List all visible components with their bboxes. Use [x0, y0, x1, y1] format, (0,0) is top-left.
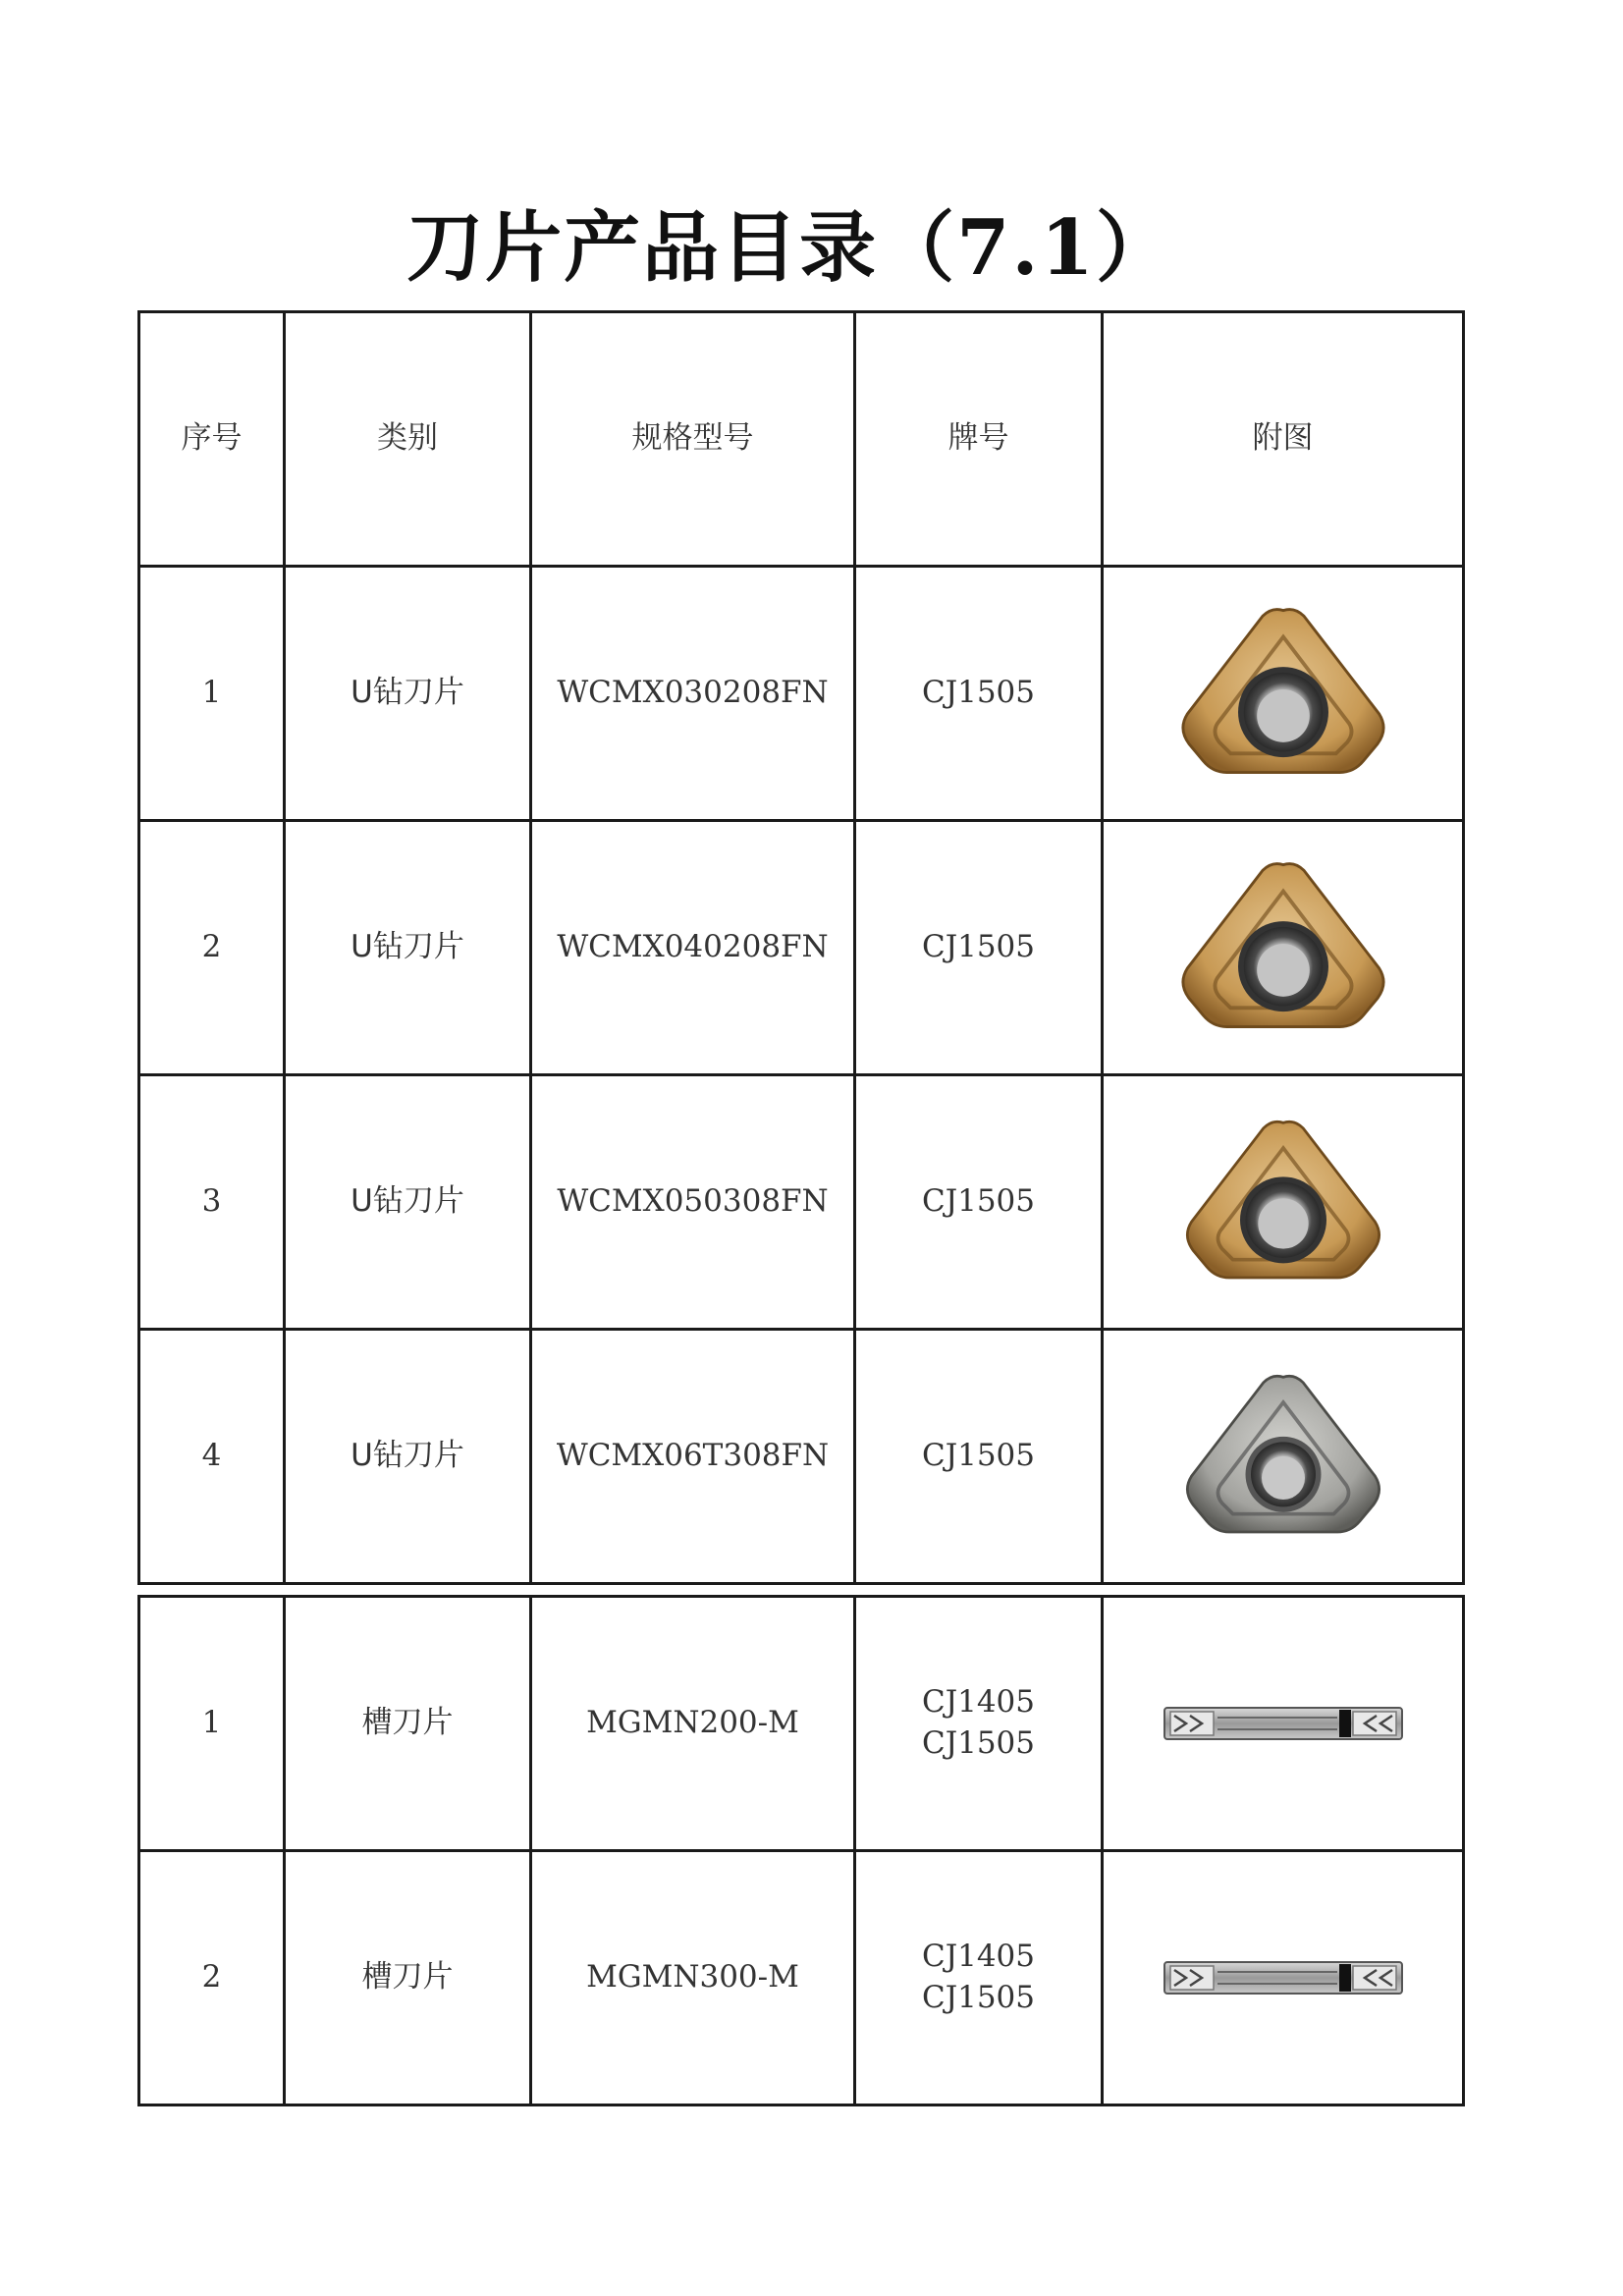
u-drill-insert-table — [137, 310, 1465, 1585]
grade-line: CJ1505 — [921, 1725, 1036, 1761]
page-title: 刀片产品目录（7.1） — [406, 203, 1174, 293]
header-no: 序号 — [139, 312, 285, 567]
row-grade: CJ1505 — [855, 821, 1103, 1075]
row-no: 1 — [139, 1597, 285, 1851]
row-category: 槽刀片 — [285, 1597, 531, 1851]
row-no: 2 — [139, 821, 285, 1075]
gold-trigon-insert-icon — [1175, 1112, 1391, 1292]
grade-line: CJ1505 — [921, 1980, 1036, 2015]
row-model: WCMX06T308FN — [531, 1330, 855, 1584]
insert-image — [1103, 821, 1464, 1075]
grooving-insert-icon — [1161, 1694, 1406, 1753]
row-no: 3 — [139, 1075, 285, 1330]
grade-line: CJ1405 — [921, 1684, 1036, 1721]
row-category: 槽刀片 — [285, 1851, 531, 2105]
insert-image — [1103, 1597, 1464, 1851]
row-category: U钻刀片 — [285, 1075, 531, 1330]
header-image: 附图 — [1103, 312, 1464, 567]
table-header-row — [139, 312, 1464, 567]
header-model: 规格型号 — [531, 312, 855, 567]
row-grade: CJ1505 — [855, 567, 1103, 821]
row-no: 2 — [139, 1851, 285, 2105]
table-row — [139, 1330, 1464, 1584]
row-category: U钻刀片 — [285, 1330, 531, 1584]
insert-image — [1103, 567, 1464, 821]
grooving-insert-icon — [1161, 1948, 1406, 2007]
row-category: U钻刀片 — [285, 821, 531, 1075]
row-model: MGMN200-M — [531, 1597, 855, 1851]
table-row — [139, 1075, 1464, 1330]
gold-trigon-insert-icon — [1170, 853, 1396, 1042]
gold-trigon-insert-icon — [1170, 599, 1396, 788]
insert-image — [1103, 1851, 1464, 2105]
silver-trigon-insert-icon — [1175, 1358, 1391, 1555]
row-model: WCMX030208FN — [531, 567, 855, 821]
row-model: WCMX050308FN — [531, 1075, 855, 1330]
row-no: 1 — [139, 567, 285, 821]
header-grade: 牌号 — [855, 312, 1103, 567]
row-grade: CJ1505 — [855, 1330, 1103, 1584]
row-grades — [855, 1597, 1103, 1851]
insert-image — [1103, 1075, 1464, 1330]
row-category: U钻刀片 — [285, 567, 531, 821]
table-row — [139, 821, 1464, 1075]
row-model: MGMN300-M — [531, 1851, 855, 2105]
table-row — [139, 1851, 1464, 2105]
row-model: WCMX040208FN — [531, 821, 855, 1075]
grade-line: CJ1405 — [921, 1939, 1036, 1975]
table-row — [139, 567, 1464, 821]
insert-image — [1103, 1330, 1464, 1584]
grooving-insert-table — [137, 1595, 1465, 2106]
row-grade: CJ1505 — [855, 1075, 1103, 1330]
row-grades — [855, 1851, 1103, 2105]
table-row — [139, 1597, 1464, 1851]
row-no: 4 — [139, 1330, 285, 1584]
header-category: 类别 — [285, 312, 531, 567]
